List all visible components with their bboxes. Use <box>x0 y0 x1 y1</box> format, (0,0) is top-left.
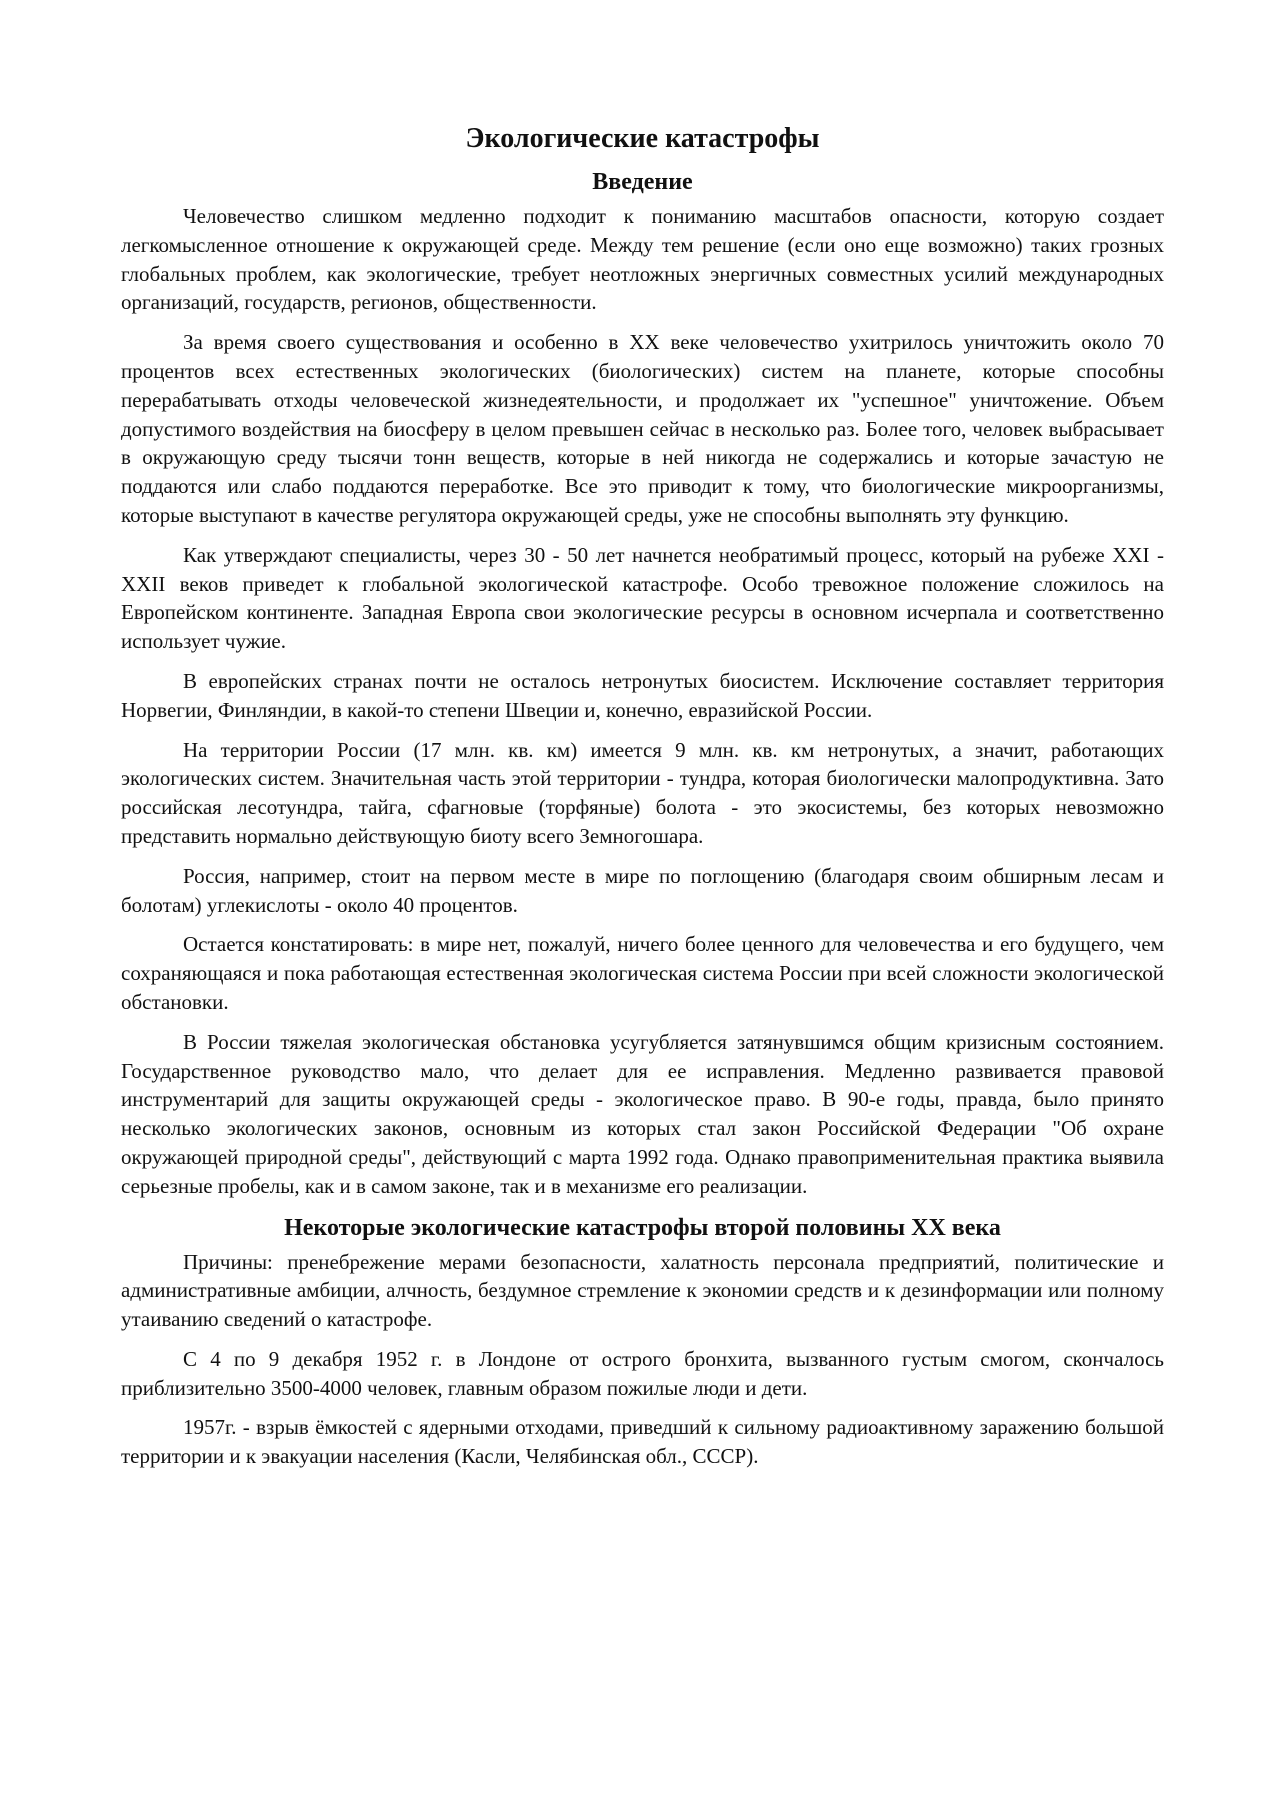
paragraph: В европейских странах почти не осталось нетронутых биосистем. Исключение составляет территория Норвегии, Финляндии, в какой-то степени Швеции и, конечно, евразийской России. <box>121 668 1164 722</box>
document-title: Экологические катастрофы <box>465 123 820 154</box>
paragraph: 1957г. - взрыв ёмкостей с ядерными отходами, приведший к сильному радиоактивному заражению большой территории и к эвакуации населения (Касли, Челябинская обл., СССР). <box>121 1415 1164 1469</box>
paragraph: С 4 по 9 декабря 1952 г. в Лондоне от острого бронхита, вызванного густым смогом, скончалось приблизительно 3500-4000 человек, главным образом пожилые люди и дети. <box>121 1346 1164 1400</box>
document-page <box>121 122 1164 1482</box>
paragraph: Как утверждают специалисты, через 30 - 50 лет начнется необратимый процесс, который на рубеже XXI - XXII веков приведет к глобальной экологической катастрофе. Особо тревожное положение сложилось на Европейском континенте. Западная Европа свои экологические ресурсы в основном исчерпала и соответственно использует чужие. <box>121 542 1164 654</box>
paragraph: На территории России (17 млн. кв. км) имеется 9 млн. кв. км нетронутых, а значит, работающих экологических систем. Значительная часть этой территории - тундра, которая биологически малопродуктивна. Зато российская лесотундра, тайга, сфагновые (торфяные) болота - это экосистемы, без которых невозможно представить нормально действующую биоту всего Земногошара. <box>121 737 1164 848</box>
paragraph: За время своего существования и особенно в XX веке человечество ухитрилось уничтожить около 70 процентов всех естественных экологических (биологических) систем на планете, которые способны перерабатывать отходы человеческой жизнедеятельности, и продолжает их "успешное" уничтожение. Объем допустимого воздействия на биосферу в целом превышен сейчас в несколько раз. Более того, человек выбрасывает в окружающую среду тысячи тонн веществ, которые в ней никогда не содержались и которые зачастую не поддаются или слабо поддаются переработке. Все это приводит к тому, что биологические микроорганизмы, которые выступают в качестве регулятора окружающей среды, уже не способны выполнять эту функцию. <box>121 330 1164 527</box>
section-heading: Некоторые экологические катастрофы второй половины XX века <box>284 1214 1001 1241</box>
paragraph: Человечество слишком медленно подходит к пониманию масштабов опасности, которую создает легкомысленное отношение к окружающей среде. Между тем решение (если оно еще возможно) таких грозных глобальных проблем, как экологические, требует неотложных энергичных совместных усилий международных организаций, государств, регионов, общественности. <box>121 204 1164 315</box>
paragraph: В России тяжелая экологическая обстановка усугубляется затянувшимся общим кризисным состоянием. Государственное руководство мало, что делает для ее исправления. Медленно развивается правовой инструментарий для защиты окружающей среды - экологическое право. В 90-е годы, правда, было принято несколько экологических законов, основным из которых стал закон Российской Федерации "Об охране окружающей природной среды", действующий с марта 1992 года. Однако правоприменительная практика выявила серьезные пробелы, как и в самом законе, так и в механизме его реализации. <box>121 1029 1164 1198</box>
paragraph: Причины: пренебрежение мерами безопасности, халатность персонала предприятий, политические и административные амбиции, алчность, бездумное стремление к экономии средств и к дезинформации или полному утаиванию сведений о катастрофе. <box>121 1249 1164 1332</box>
paragraph: Россия, например, стоит на первом месте в мире по поглощению (благодаря своим обширным лесам и болотам) углекислоты - около 40 процентов. <box>121 863 1164 917</box>
intro-heading: Введение <box>592 169 693 195</box>
paragraph: Остается констатировать: в мире нет, пожалуй, ничего более ценного для человечества и его будущего, чем сохраняющаяся и пока работающая естественная экологическая система России при всей сложности экологической обстановки. <box>121 932 1164 1014</box>
